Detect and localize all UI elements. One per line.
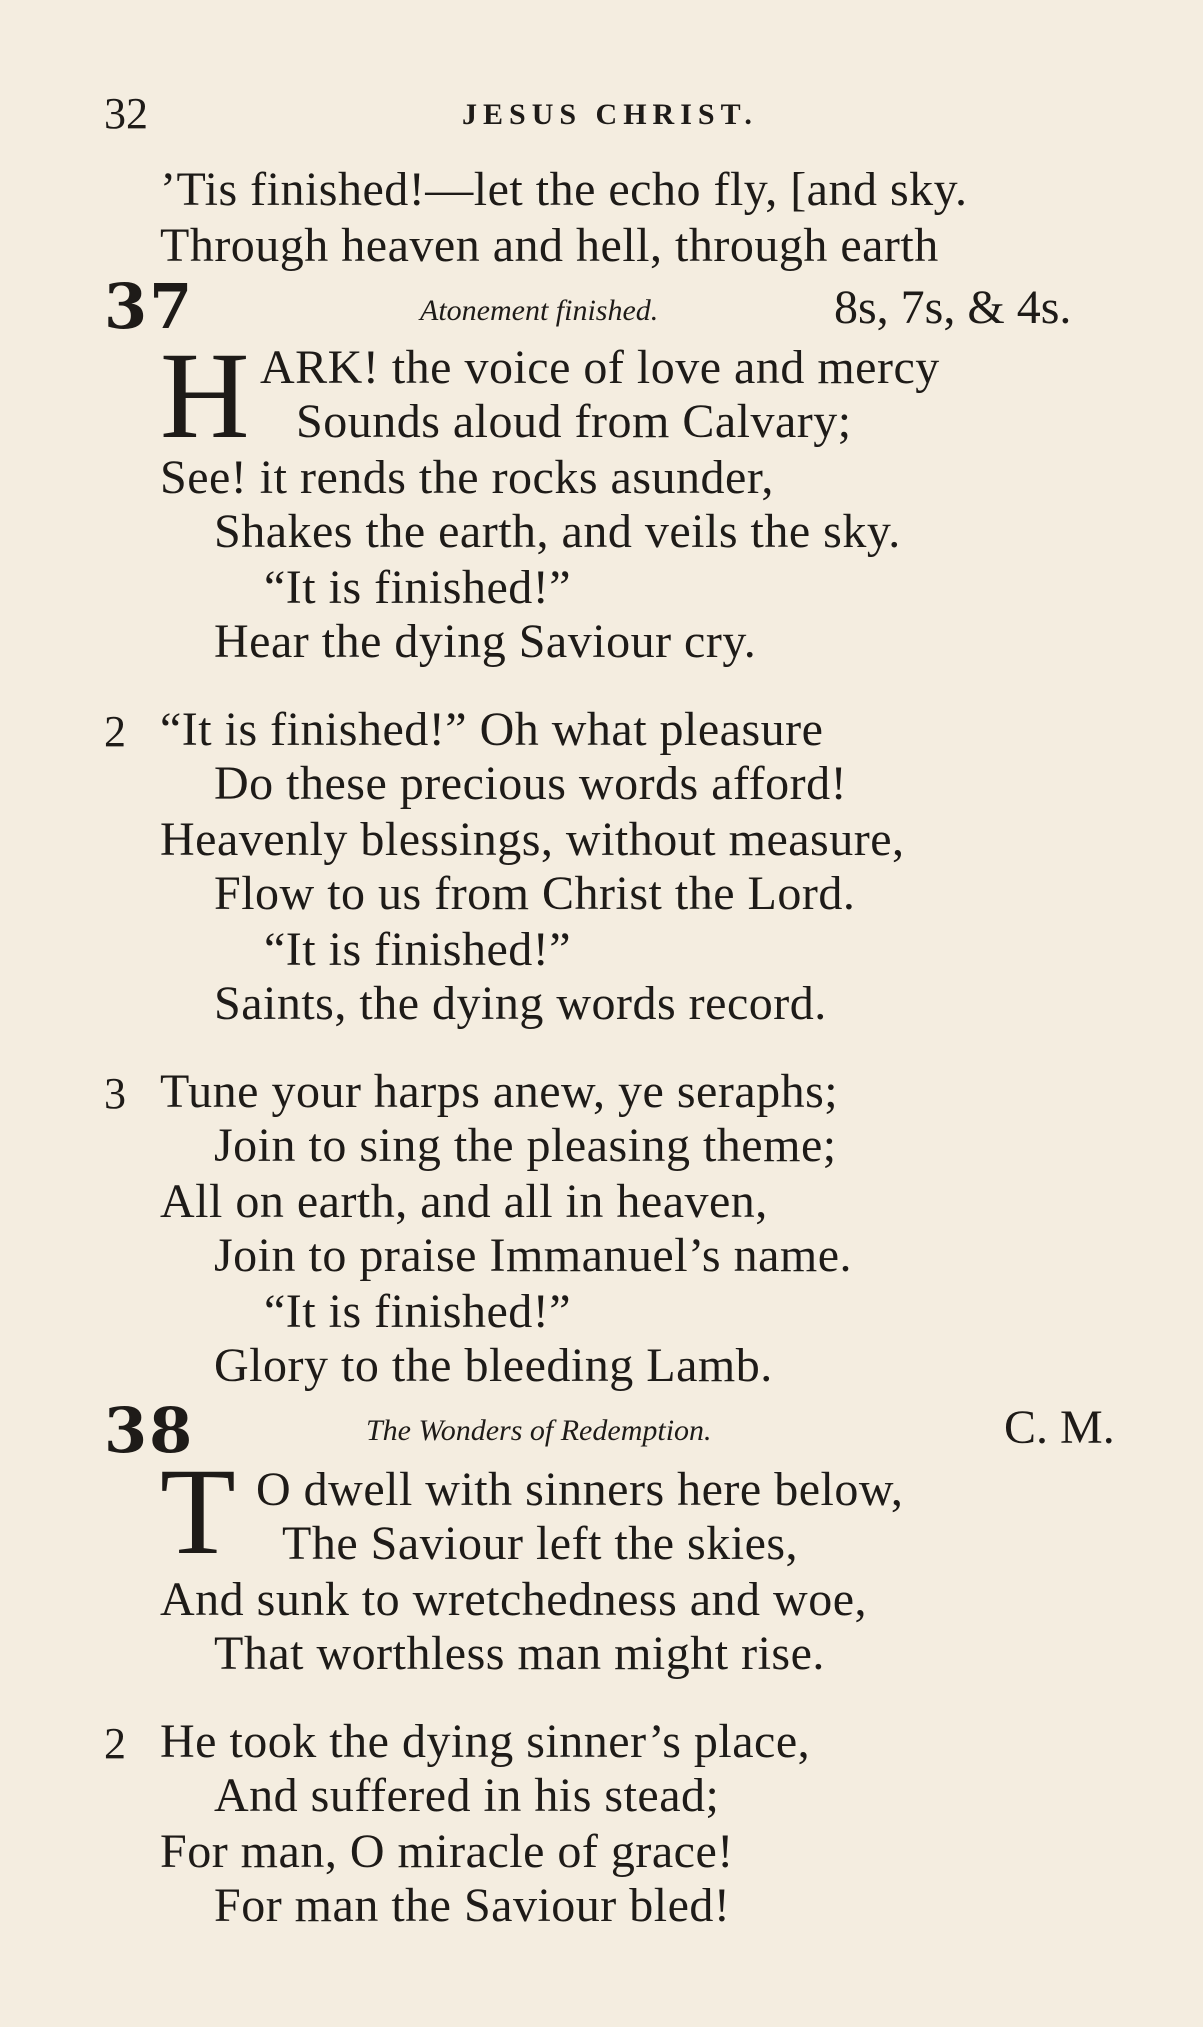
hymn-37-v1-line-5: “It is finished!” — [264, 561, 572, 614]
hymn-37-v2-line-4: Flow to us from Christ the Lord. — [214, 867, 856, 920]
hymn-38-v1-line-1: O dwell with sinners here below, — [256, 1463, 904, 1516]
carryover-line-2: Through heaven and hell, through earth — [160, 219, 939, 272]
carryover-line-1: ’Tis finished!—let the echo fly, [and sky. — [160, 163, 968, 216]
hymn-37-verse-2-number: 2 — [104, 707, 126, 756]
hymn-37-v1-line-3: See! it rends the rocks asunder, — [160, 451, 774, 504]
hymn-37-v3-line-6: Glory to the bleeding Lamb. — [214, 1339, 773, 1392]
hymn-37-v1-line-2: Sounds aloud from Calvary; — [296, 395, 852, 448]
hymn-37-dropcap: H — [160, 327, 250, 464]
hymn-38-number: 38 — [104, 1394, 195, 1467]
hymn-37-v3-line-3: All on earth, and all in heaven, — [160, 1175, 768, 1228]
hymn-38-dropcap: T — [160, 1443, 236, 1580]
hymn-37-v1-line-6: Hear the dying Saviour cry. — [214, 615, 757, 668]
hymn-37-number: 37 — [104, 270, 195, 343]
hymn-38-v1-line-2: The Saviour left the skies, — [282, 1517, 799, 1570]
hymn-38-title: The Wonders of Redemption. — [366, 1414, 712, 1447]
hymn-37-verse-3-number: 3 — [104, 1069, 126, 1118]
hymn-37-v2-line-6: Saints, the dying words record. — [214, 977, 827, 1030]
hymn-37-v2-line-5: “It is finished!” — [264, 923, 572, 976]
hymn-37-v3-line-1: Tune your harps anew, ye seraphs; — [160, 1065, 839, 1118]
hymn-38-v1-line-3: And sunk to wretchedness and woe, — [160, 1573, 868, 1626]
hymn-37-meter: 8s, 7s, & 4s. — [834, 281, 1072, 334]
hymn-38-meter: C. M. — [1004, 1401, 1115, 1454]
page-number: 32 — [104, 89, 148, 138]
hymn-38-v1-line-4: That worthless man might rise. — [214, 1627, 825, 1680]
hymn-37-title: Atonement finished. — [420, 294, 659, 327]
hymn-38-v2-line-4: For man the Saviour bled! — [214, 1879, 731, 1932]
hymn-38-verse-2-number: 2 — [104, 1719, 126, 1768]
hymn-37-v3-line-2: Join to sing the pleasing theme; — [214, 1119, 837, 1172]
hymn-37-v2-line-2: Do these precious words afford! — [214, 757, 848, 810]
hymn-38-v2-line-2: And suffered in his stead; — [214, 1769, 720, 1822]
hymn-37-v3-line-4: Join to praise Immanuel’s name. — [214, 1229, 853, 1282]
hymn-37-v3-line-5: “It is finished!” — [264, 1285, 572, 1338]
hymn-37-v1-line-4: Shakes the earth, and veils the sky. — [214, 505, 901, 558]
hymn-37-v1-line-1: ARK! the voice of love and mercy — [260, 341, 940, 394]
hymn-37-v2-line-1: “It is finished!” Oh what pleasure — [160, 703, 824, 756]
running-title: JESUS CHRIST. — [462, 98, 758, 131]
hymn-38-v2-line-1: He took the dying sinner’s place, — [160, 1715, 811, 1768]
hymn-37-v2-line-3: Heavenly blessings, without measure, — [160, 813, 905, 866]
hymn-38-v2-line-3: For man, O miracle of grace! — [160, 1825, 734, 1878]
